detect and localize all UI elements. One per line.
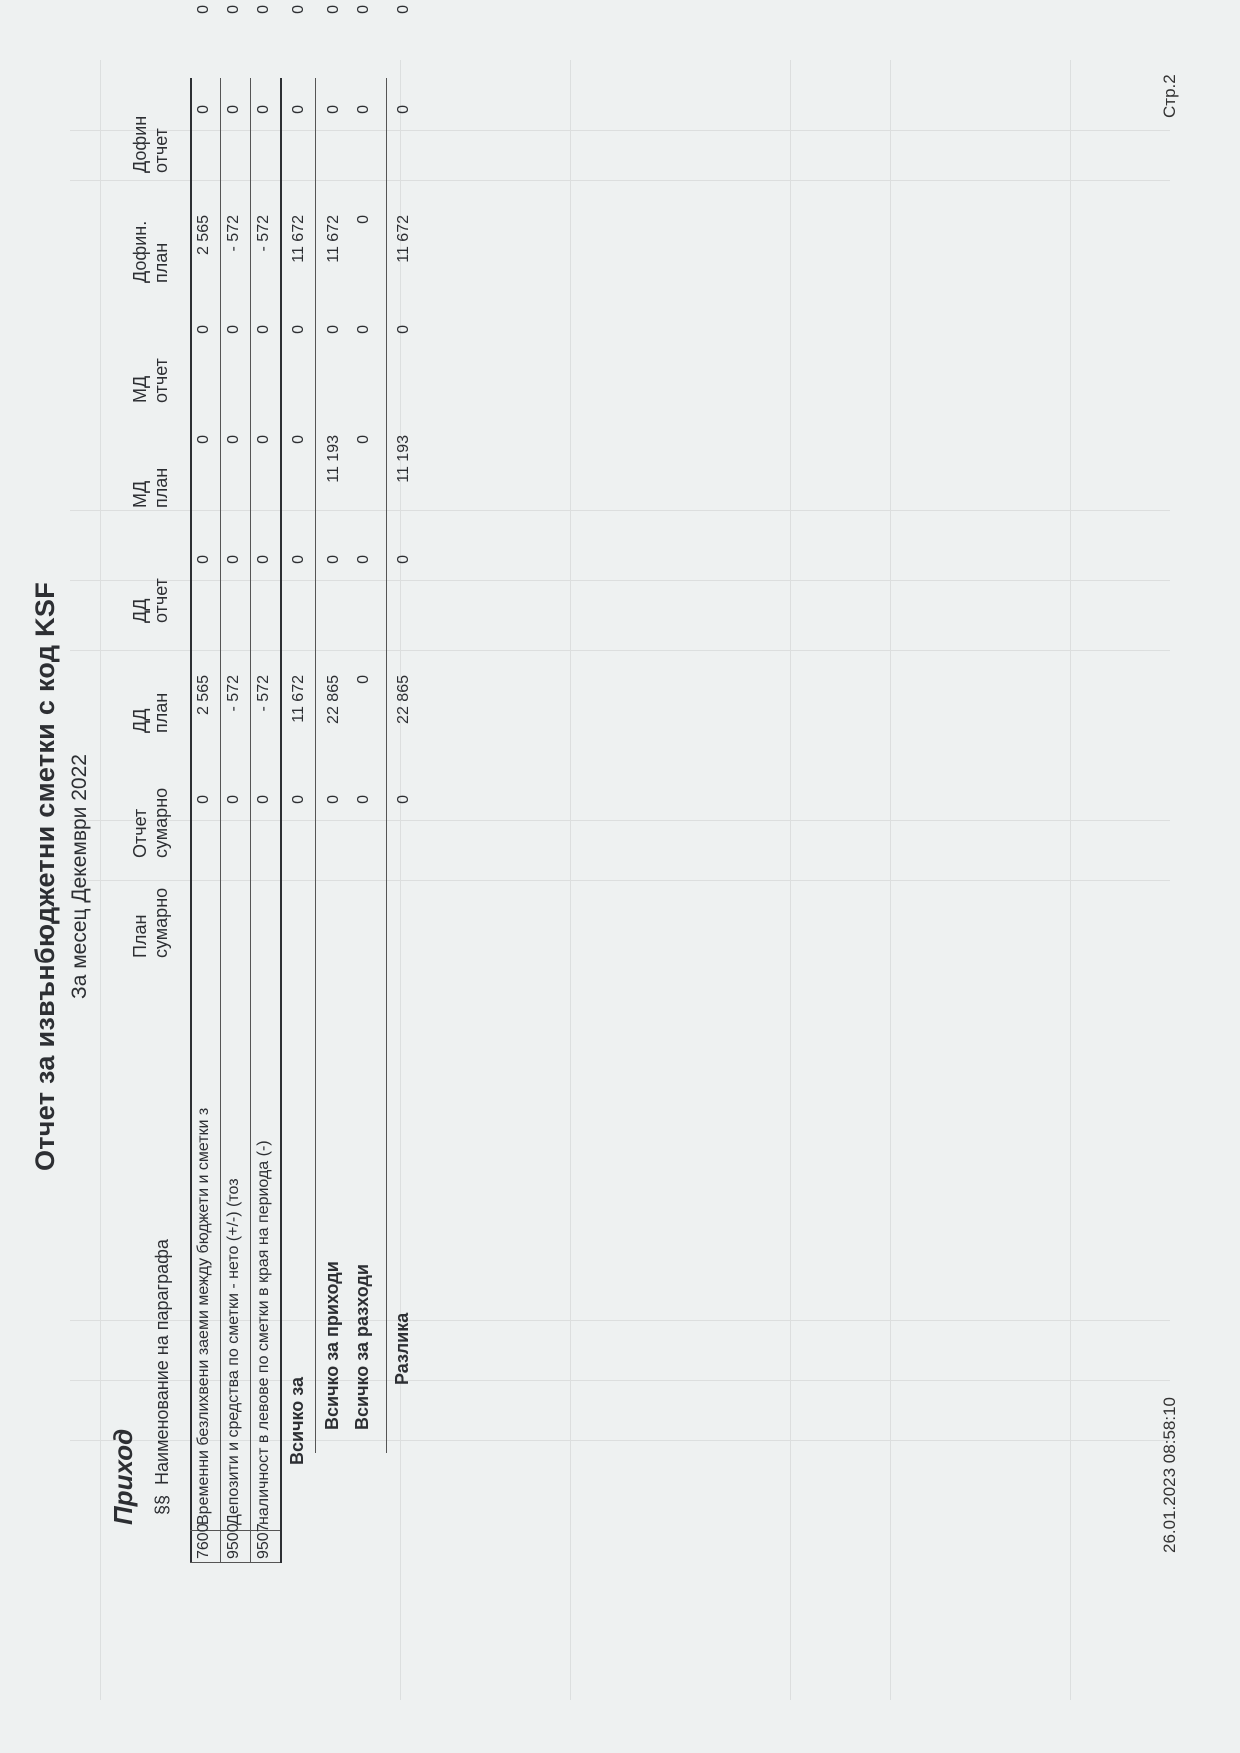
cell-dofin-report: 0 [290, 5, 307, 14]
cell-report-total: - 572 [225, 675, 242, 712]
subtotal-row [285, 5, 315, 1485]
cell-report-total: 0 [355, 675, 372, 684]
subtotal-label: Всичко за [287, 1376, 307, 1465]
cell-report-total: 22 865 [325, 675, 342, 724]
cell-dd-plan: 0 [195, 555, 212, 564]
cell-dd-plan: 0 [225, 555, 242, 564]
summary-label: Разлика [392, 1312, 412, 1385]
cell-dofin-plan: 0 [290, 105, 307, 114]
col-header-dofin-report: Дофин отчет [130, 115, 171, 173]
cell-dofin-report: 0 [355, 5, 372, 14]
section-heading: Приход [108, 1428, 138, 1525]
cell-dd-plan: 0 [355, 555, 372, 564]
col-header-dd-plan: ДД план [130, 692, 171, 733]
col-header-dofin-plan: Дофин. план [130, 220, 171, 283]
cell-dd-plan: 0 [325, 555, 342, 564]
cell-report-total: 22 865 [395, 675, 412, 724]
row-name: Депозити и средства по сметки - нето (+/-) (тоз [225, 1178, 242, 1525]
summary-row-income [320, 5, 350, 1485]
table-row [220, 5, 250, 1559]
print-timestamp: 26.01.2023 08:58:10 [1160, 1397, 1179, 1553]
col-header-md-plan: МД план [130, 467, 171, 508]
cell-plan-total: 0 [255, 795, 272, 804]
cell-md-plan: 0 [195, 325, 212, 334]
col-header-dd-report: ДД отчет [130, 578, 171, 623]
summary-label: Всичко за приходи [322, 1261, 342, 1430]
cell-dd-plan: 0 [290, 555, 307, 564]
cell-dd-report: 11 193 [395, 435, 412, 483]
cell-plan-total: 0 [225, 795, 242, 804]
cell-md-plan: 0 [325, 325, 342, 334]
cell-md-report: 11 672 [325, 215, 342, 263]
cell-dofin-plan: 0 [255, 105, 272, 114]
cell-md-report: 11 672 [395, 215, 412, 263]
col-header-md-report: МД отчет [130, 358, 171, 403]
summary-rule [386, 78, 387, 1453]
row-code: 9500 [225, 1523, 242, 1559]
cell-dd-report: 0 [255, 435, 272, 444]
cell-md-report: 2 565 [195, 215, 212, 256]
col-header-name: Наименование на параграфа [152, 1239, 172, 1485]
cell-dd-plan: 0 [255, 555, 272, 564]
cell-dofin-plan: 0 [395, 105, 412, 114]
cell-md-report: - 572 [255, 215, 272, 252]
cell-dd-report: 11 193 [325, 435, 342, 483]
cell-dd-report: 0 [195, 435, 212, 444]
cell-dofin-plan: 0 [225, 105, 242, 114]
cell-report-total: 11 672 [290, 675, 307, 723]
table-row [190, 5, 220, 1559]
subtotal-rule [315, 78, 316, 1453]
cell-plan-total: 0 [195, 795, 212, 804]
summary-label: Всичко за разходи [352, 1264, 372, 1430]
cell-dofin-report: 0 [255, 5, 272, 14]
col-header-code: §§ [152, 1494, 172, 1515]
cell-md-report: 11 672 [290, 215, 307, 263]
cell-plan-total: 0 [355, 795, 372, 804]
cell-md-plan: 0 [255, 325, 272, 334]
cell-md-plan: 0 [395, 325, 412, 334]
cell-dd-plan: 0 [395, 555, 412, 564]
table-row [250, 5, 280, 1559]
cell-report-total: - 572 [255, 675, 272, 712]
cell-dofin-plan: 0 [355, 105, 372, 114]
cell-md-plan: 0 [290, 325, 307, 334]
page-number: Стр.2 [1160, 74, 1179, 118]
cell-dd-report: 0 [290, 435, 307, 444]
cell-md-plan: 0 [355, 325, 372, 334]
row-divider [280, 78, 282, 1563]
col-header-report-total: Отчет сумарно [130, 787, 171, 858]
cell-dofin-report: 0 [195, 5, 212, 14]
summary-row-expenses [350, 5, 380, 1485]
cell-dofin-report: 0 [225, 5, 242, 14]
cell-dofin-report: 0 [395, 5, 412, 14]
cell-dd-report: 0 [225, 435, 242, 444]
cell-plan-total: 0 [395, 795, 412, 804]
col-divider [190, 1562, 280, 1563]
row-name: наличност в левове по сметки в края на периода (-) [255, 1140, 272, 1525]
cell-md-plan: 0 [225, 325, 242, 334]
cell-dd-report: 0 [355, 435, 372, 444]
summary-row-difference [390, 5, 420, 1485]
cell-md-report: - 572 [225, 215, 242, 252]
cell-md-report: 0 [355, 215, 372, 224]
col-header-plan-total: План сумарно [130, 887, 171, 958]
cell-dofin-plan: 0 [195, 105, 212, 114]
cell-dofin-plan: 0 [325, 105, 342, 114]
report-title: Отчет за извънбюджетни сметки с код KSF [30, 581, 60, 1172]
cell-dofin-report: 0 [325, 5, 342, 14]
report-subtitle: За месец Декември 2022 [68, 754, 91, 999]
row-name: Временни безлихвени заеми между бюджети и сметки з [195, 1107, 212, 1525]
cell-report-total: 2 565 [195, 675, 212, 716]
row-code: 9507 [255, 1523, 272, 1559]
cell-plan-total: 0 [325, 795, 342, 804]
cell-plan-total: 0 [290, 795, 307, 804]
row-code: 7600 [195, 1523, 212, 1559]
